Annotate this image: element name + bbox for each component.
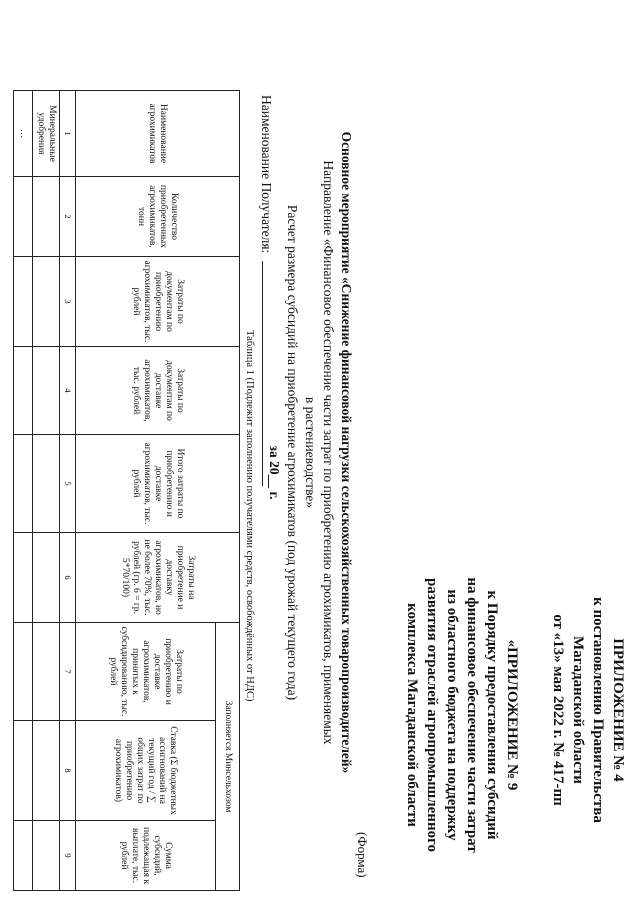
recipient-blank: [262, 261, 263, 486]
annex-4-header: [548, 560, 628, 860]
table-cell: [33, 347, 60, 435]
annex-9-header: [402, 530, 522, 900]
header-subsidy-amount: Сумма субсидий, подлежащая к выплате, тыс. рублей: [76, 821, 216, 891]
column-number: 5: [60, 435, 76, 533]
header-accepted-costs: Затраты по приобретению и доставке агрохимикатов, принятых к субсидированию, тыс. рублей: [76, 623, 216, 721]
column-number: 9: [60, 821, 76, 891]
table-caption: Таблица 1 (Подлежит заполнению получателями средств, освобождённых от НДС): [244, 330, 255, 702]
row-label: Минеральные удобрения: [33, 91, 60, 177]
header-quantity: Количество приобретенных агрохимикатов, тонн: [76, 177, 240, 257]
annex-9-line-4: развития отраслей агропромышленного: [424, 577, 440, 853]
recipient-label: Наименование Получателя:: [259, 95, 274, 254]
table-cell: [14, 721, 33, 821]
table-cell: [33, 435, 60, 533]
table-cell: [33, 257, 60, 347]
direction-line-1: Направление «Финансовое обеспечение части затрат по приобретению агрохимикатов, применяемых: [321, 160, 336, 745]
annex-9-line-2: на финансовое обеспечение части затрат: [464, 577, 480, 853]
recipient-line: [258, 95, 274, 486]
table-cell: [14, 347, 33, 435]
main-event: Основное мероприятие «Снижение финансовой нагрузки сельскохозяйственных товаропроизводителей»: [339, 131, 354, 774]
row-label: …: [14, 91, 33, 177]
table-cell: [33, 721, 60, 821]
table-cell: [33, 533, 60, 623]
column-number-row: [60, 91, 76, 891]
table-cell: [14, 821, 33, 891]
header-ministry-group: Заполняется Минсельхозом: [216, 623, 240, 891]
column-number: 6: [60, 533, 76, 623]
table-cell: [14, 435, 33, 533]
column-number: 7: [60, 623, 76, 721]
column-number: 4: [60, 347, 76, 435]
column-number: 3: [60, 257, 76, 347]
subsidy-table: [13, 90, 240, 891]
table-cell: [14, 623, 33, 721]
annex-4-line-2: Магаданской области: [570, 636, 586, 784]
table-cell: [14, 533, 33, 623]
annex-9-line-1: к Порядку предоставления субсидий: [484, 590, 500, 840]
header-total-costs: Итого затраты по приобретению и доставке агрохимикатов, тыс. рублей: [76, 435, 240, 533]
header-rate: Ставка (Σ бюджетных ассигнований на текущий год / ∑ общих затрат по приобретению агрохимикатов): [76, 721, 216, 821]
annex-4-line-1: к постановлению Правительства: [590, 597, 606, 823]
table-row: [33, 91, 60, 891]
table-cell: [14, 177, 33, 257]
header-delivery-costs: Затраты по документам по доставке агрохимикатов, тыс. рублей: [76, 347, 240, 435]
form-label: (Форма): [355, 832, 370, 878]
annex-4-line-3: от «13» мая 2022 г. № 417-пп: [550, 614, 566, 806]
header-costs-70-percent: Затраты на приобретение и доставку агрохимикатов, но не более 70%, тыс. рублей (гр. 6 = гр. 5*70/100): [76, 533, 240, 623]
calc-title: Расчет размера субсидий на приобретение агрохимикатов (под урожай текущего года): [285, 204, 300, 701]
table-cell: [33, 623, 60, 721]
header-purchase-costs: Затраты по документам по приобретению агрохимикатов, тыс. рублей: [76, 257, 240, 347]
annex-9-line-5: комплекса Магаданской области: [404, 603, 420, 827]
annex-9-title: «ПРИЛОЖЕНИЕ № 9: [504, 639, 520, 791]
annex-9-line-3: из областного бюджета на поддержку: [444, 589, 460, 841]
table-cell: [14, 257, 33, 347]
direction-line-2: в растениеводстве»: [303, 396, 318, 509]
table-cell: [33, 177, 60, 257]
column-number: 1: [60, 91, 76, 177]
column-number: 8: [60, 721, 76, 821]
column-number: 2: [60, 177, 76, 257]
table-row: [14, 91, 33, 891]
annex-4-title: ПРИЛОЖЕНИЕ № 4: [610, 638, 626, 782]
header-name: Наименование агрохимикатов: [76, 91, 240, 177]
table-cell: [33, 821, 60, 891]
period: за 20__ г.: [267, 445, 282, 500]
